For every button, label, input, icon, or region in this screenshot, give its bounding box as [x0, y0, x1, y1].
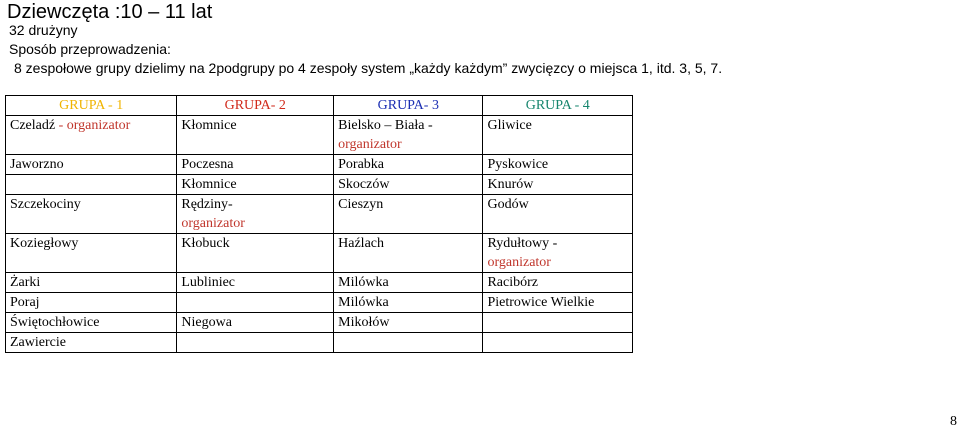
organizer-label: organizator	[338, 137, 402, 152]
page-number: 8	[950, 414, 957, 429]
table-cell: Szczekociny	[6, 195, 177, 234]
table-row	[6, 195, 633, 234]
team-name: Bielsko – Biała -	[338, 118, 433, 133]
table-cell: Koziegłowy	[6, 234, 177, 273]
table-cell: Świętochłowice	[6, 313, 177, 333]
table-row	[6, 333, 633, 353]
table-cell	[6, 116, 177, 155]
table-cell	[6, 175, 177, 195]
method-description: 8 zespołowe grupy dzielimy na 2podgrupy po 4 zespoły system „każdy każdym” zwycięzcy o miejsca 1, itd. 3, 5, 7.	[14, 60, 723, 76]
table-cell: Niegowa	[177, 313, 334, 333]
table-cell: Knurów	[483, 175, 633, 195]
table-cell: Zawiercie	[6, 333, 177, 353]
table-cell	[177, 293, 334, 313]
table-cell	[483, 333, 633, 353]
table-cell: Cieszyn	[334, 195, 483, 234]
table-cell: Poraj	[6, 293, 177, 313]
page-title: Dziewczęta :10 – 11 lat	[7, 1, 213, 23]
table-header-row	[6, 96, 633, 116]
table-cell	[177, 195, 334, 234]
table-cell	[334, 116, 483, 155]
table-row	[6, 234, 633, 273]
table-cell: Kłobuck	[177, 234, 334, 273]
table-cell: Kłomnice	[177, 175, 334, 195]
table-cell: Haźlach	[334, 234, 483, 273]
table-row	[6, 273, 633, 293]
table-cell: Godów	[483, 195, 633, 234]
table-row	[6, 293, 633, 313]
table-cell: Racibórz	[483, 273, 633, 293]
table-cell	[483, 234, 633, 273]
method-label: Sposób przeprowadzenia:	[9, 41, 171, 57]
organizer-suffix: - organizator	[55, 118, 131, 133]
team-name: Rydułtowy -	[487, 236, 558, 251]
table-row	[6, 116, 633, 155]
table-cell: Milówka	[334, 293, 483, 313]
header-group-1: GRUPA - 1	[6, 96, 177, 116]
header-group-3: GRUPA- 3	[334, 96, 483, 116]
organizer-label: organizator	[181, 216, 245, 231]
table-row	[6, 175, 633, 195]
header-group-2: GRUPA- 2	[177, 96, 334, 116]
team-name: Czeladź	[10, 118, 56, 133]
team-name: Rędziny-	[181, 197, 233, 212]
table-cell: Gliwice	[483, 116, 633, 155]
table-cell: Mikołów	[334, 313, 483, 333]
table-cell: Milówka	[334, 273, 483, 293]
table-cell	[483, 313, 633, 333]
table-cell: Lubliniec	[177, 273, 334, 293]
header-group-4: GRUPA - 4	[483, 96, 633, 116]
table-row	[6, 313, 633, 333]
table-cell: Porabka	[334, 155, 483, 175]
table-cell: Żarki	[6, 273, 177, 293]
table-cell: Pietrowice Wielkie	[483, 293, 633, 313]
table-cell	[334, 333, 483, 353]
teams-count: 32 drużyny	[9, 22, 78, 38]
table-cell	[177, 333, 334, 353]
table-cell: Skoczów	[334, 175, 483, 195]
table-cell: Pyskowice	[483, 155, 633, 175]
table-cell: Poczesna	[177, 155, 334, 175]
groups-table	[5, 95, 633, 353]
table-row	[6, 155, 633, 175]
organizer-label: organizator	[487, 255, 551, 270]
table-cell: Kłomnice	[177, 116, 334, 155]
table-cell: Jaworzno	[6, 155, 177, 175]
